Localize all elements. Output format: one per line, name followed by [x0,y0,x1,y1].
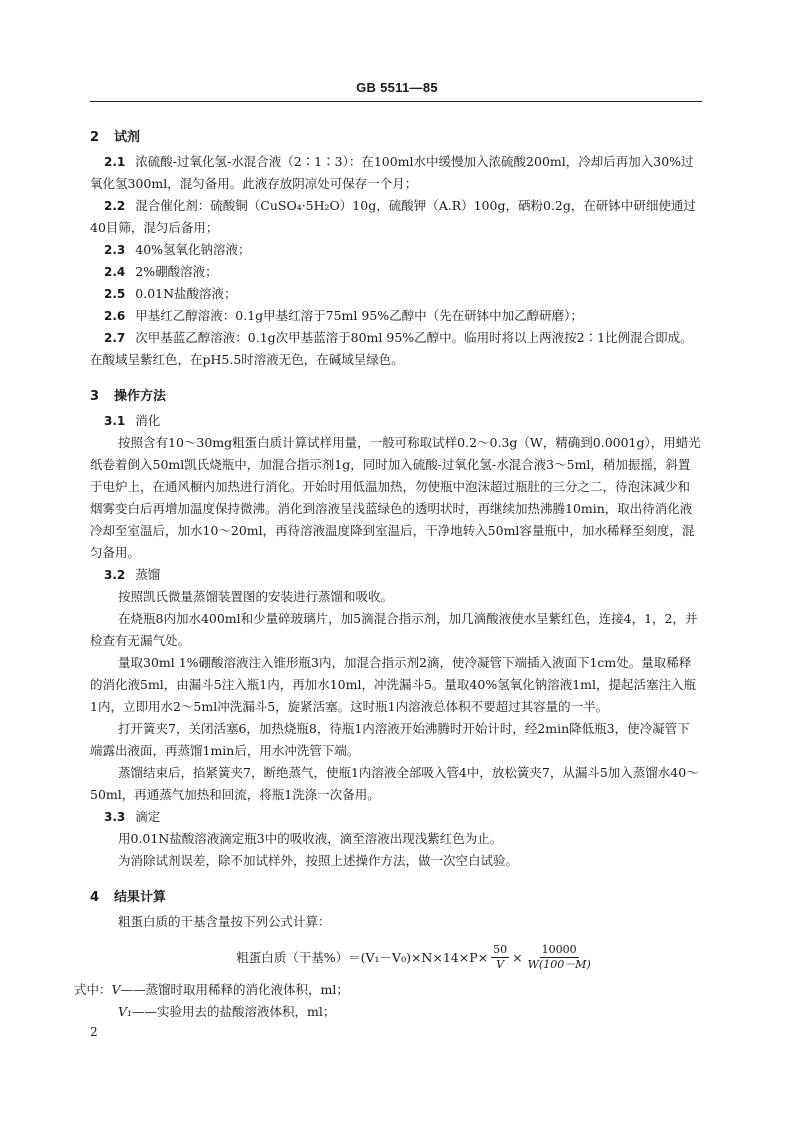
section-heading-reagents: 2 试剂 [90,130,141,145]
subsection-heading-titration: 3.3 滴定 [104,809,161,824]
section-heading-procedure: 3 操作方法 [90,389,167,404]
subsection-heading-distillation: 3.2 蒸馏 [104,567,161,582]
variable-definition: 式中：V——蒸馏时取用稀释的消化液体积，ml； [74,982,349,997]
reagent-item: 2.5 0.01N盐酸溶液； [104,286,237,301]
formula-fraction: $\frac{10000}{W(100-M)}$ [527,942,591,971]
subsection-heading-digestion: 3.1 消化 [104,413,161,428]
paragraph: 量取30ml 1%硼酸溶液注入锥形瓶3内，加混合指示剂2滴，使冷凝管下端插入液面下1cm处。量取稀释的消化液5ml，由漏斗5注入瓶1内，再加水10ml，冲洗漏斗5。量取40%氢氧化钠溶液1ml，提起活塞注入瓶1内，立即用水2～5ml冲洗漏斗5，旋紧活塞。这时瓶1内溶液总体积不要超过其容量的一半。 [90,655,697,714]
header-rule [90,101,702,102]
paragraph: 为消除试剂误差，除不加试样外，按照上述操作方法，做一次空白试验。 [118,853,519,868]
paragraph: 在烧瓶8内加水400ml和少量碎玻璃片，加5滴混合指示剂，加几滴酸液使水呈紫红色，连接4，1，2，并检查有无漏气处。 [90,611,698,648]
document-body [74,126,702,1023]
formula-times: × [512,949,523,965]
reagent-item: 2.2 混合催化剂：硫酸铜（CuSO₄·5H₂O）10g，硫酸钾（A.R）100g，硒粉0.2g，在研钵中研细使通过40目筛，混匀后备用； [90,198,696,235]
paragraph: 用0.01N盐酸溶液滴定瓶3中的吸收液，滴至溶液出现浅紫红色为止。 [118,831,503,846]
formula-fraction: $\frac{50}{V}$ [493,942,508,971]
reagent-item: 2.4 2%硼酸溶液； [104,264,218,279]
paragraph: 蒸馏结束后，掐紧簧夹7，断绝蒸气，使瓶1内溶液全部吸入管4中，放松簧夹7，从漏斗5加入蒸馏水40～50ml，再通蒸气加热和回流，将瓶1洗涤一次备用。 [90,765,699,802]
paragraph: 打开簧夹7，关闭活塞6，加热烧瓶8，待瓶1内溶液开始沸腾时开始计时，经2min降低瓶3，使冷凝管下端露出液面，再蒸馏1min后，用水冲洗管下端。 [90,721,690,758]
reagent-item: 2.3 40%氢氧化钠溶液； [104,242,251,257]
reagent-item: 2.7 次甲基蓝乙醇溶液：0.1g次甲基蓝溶于80ml 95%乙醇中。临用时将以上两液按2∶1比例混合即成。在酸域呈紫红色，在pH5.5时溶液无色，在碱域呈绿色。 [90,330,693,367]
formula-lhs: 粗蛋白质（干基%）＝(V₁－V₀)×N×14×P× [236,950,489,965]
reagent-item: 2.6 甲基红乙醇溶液：0.1g甲基红溶于75ml 95%乙醇中（先在研钵中加乙醇研磨）； [104,308,583,323]
protein-formula [130,937,702,977]
reagent-item: 2.1 浓硫酸-过氧化氢-水混合液（2∶1∶3）：在100ml水中缓慢加入浓硫酸200ml，冷却后再加入30%过氧化氢300ml，混匀备用。此液存放阴凉处可保存一个月； [90,154,694,191]
formula-intro: 粗蛋白质的干基含量按下列公式计算： [118,914,331,929]
paragraph: 按照凯氏微量蒸馏装置图的安装进行蒸馏和吸收。 [118,589,394,604]
page-number: 2 [90,1025,98,1039]
variable-definition: V₁——实验用去的盐酸溶液体积，ml； [118,1004,336,1019]
standard-code: GB 5511—85 [356,80,438,95]
paragraph: 按照含有10～30mg粗蛋白质计算试样用量，一般可称取试样0.2～0.3g（W，精确到0.0001g），用蜡光纸卷着倒入50ml凯氏烧瓶中，加混合指示剂1g，同时加入硫酸-过氧化氢-水混合液3～5ml，稍加振摇，斜置于电炉上，在通风橱内加热进行消化。开始时用低温加热，勿使瓶中泡沫超过瓶肚的三分之二，待泡沫减少和烟雾变白后再增加温度保持微沸。消化到溶液呈浅蓝绿色的透明状时，再继续加热沸腾10min，取出待消化液冷却至室温后，加水10～20ml，再待溶液温度降到室温后，干净地转入50ml容量瓶中，加水稀释至刻度，混匀备用。 [90,435,701,560]
section-heading-calculation: 4 结果计算 [90,890,167,905]
